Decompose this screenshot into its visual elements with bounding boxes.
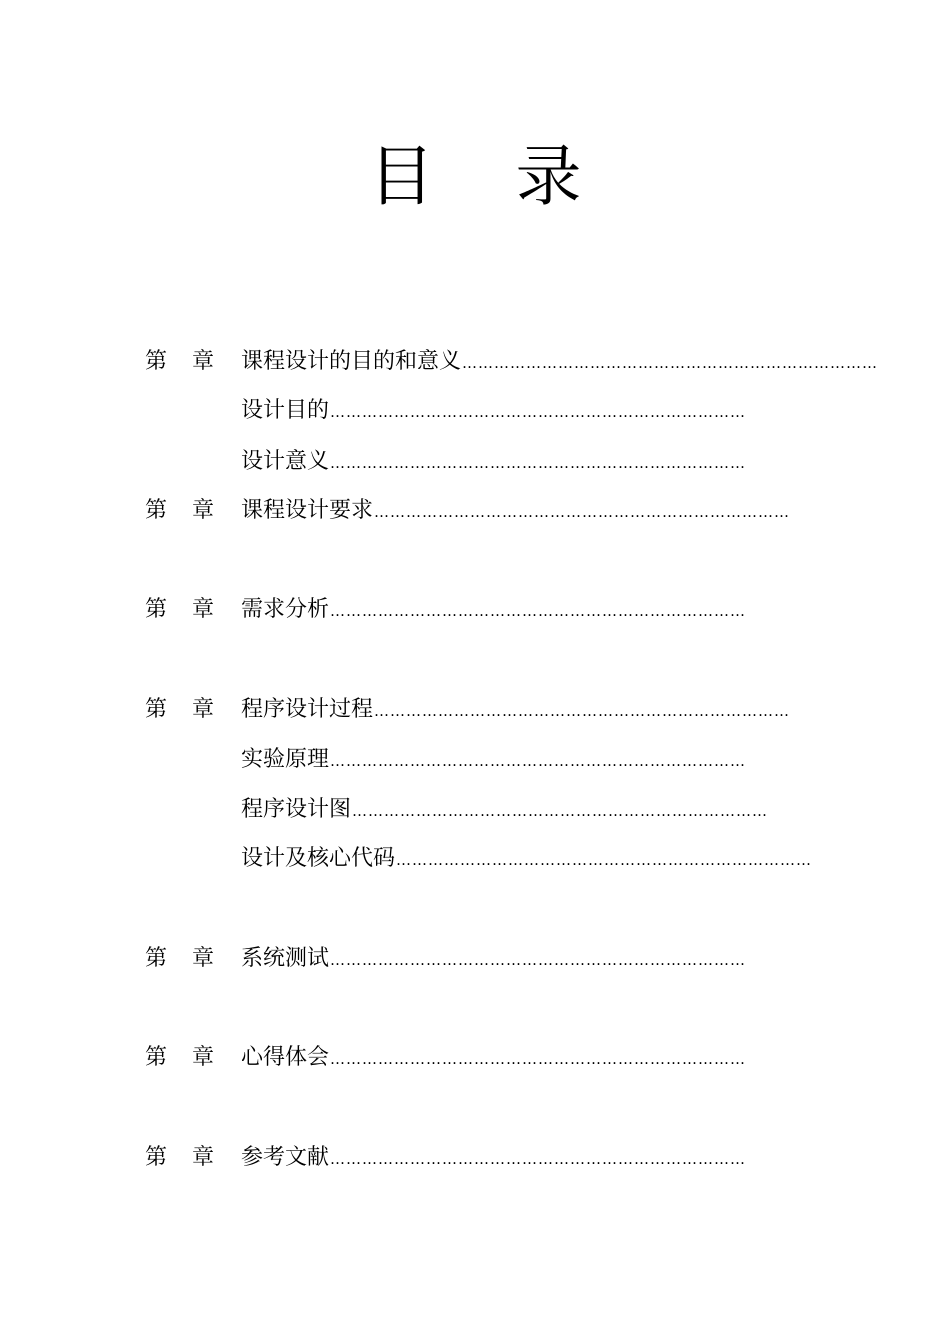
toc-entry-body — [241, 1142, 767, 1175]
toc-entry-body — [241, 794, 791, 827]
toc-entry-body — [241, 1042, 767, 1075]
chapter-prefix: 第 — [145, 597, 168, 622]
dot-leader: …………………………………………………………………… — [330, 1050, 747, 1068]
toc-entry-title: 系统测试 — [241, 946, 330, 971]
page-title: 目 录 — [368, 138, 612, 215]
toc-entry-title: 实验原理 — [241, 747, 330, 772]
chapter-prefix: 第 — [145, 697, 168, 722]
toc-entry-title: 设计目的 — [241, 398, 330, 423]
chapter-prefix: 第 — [145, 349, 168, 374]
toc-entry-title: 程序设计过程 — [241, 697, 374, 722]
toc-entry-title: 设计及核心代码 — [241, 846, 396, 871]
chapter-prefix: 第 — [145, 1045, 168, 1070]
dot-leader: …………………………………………………………………… — [396, 851, 813, 869]
chapter-prefix: 第 — [145, 1145, 168, 1170]
chapter-suffix: 章 — [192, 498, 215, 523]
dot-leader: …………………………………………………………………… — [330, 454, 747, 472]
dot-leader: …………………………………………………………………… — [330, 1150, 747, 1168]
chapter-suffix: 章 — [192, 349, 215, 374]
chapter-suffix: 章 — [192, 1145, 215, 1170]
toc-entry-body — [241, 594, 791, 627]
dot-leader: …………………………………………………………………… — [462, 354, 879, 372]
chapter-prefix: 第 — [145, 946, 168, 971]
dot-leader: …………………………………………………………………… — [330, 403, 747, 421]
toc-entry-title: 课程设计的目的和意义 — [241, 349, 462, 374]
dot-leader: …………………………………………………………………… — [374, 702, 791, 720]
toc-entry-title: 课程设计要求 — [241, 498, 374, 523]
chapter-suffix: 章 — [192, 597, 215, 622]
toc-entry-title: 需求分析 — [241, 597, 330, 622]
toc-entry-title: 参考文献 — [241, 1145, 330, 1170]
dot-leader: …………………………………………………………………… — [330, 752, 747, 770]
dot-leader: …………………………………………………………………… — [330, 951, 747, 969]
toc-entry-body — [241, 843, 813, 876]
toc-entry-title: 程序设计图 — [241, 797, 352, 822]
dot-leader: …………………………………………………………………… — [330, 602, 747, 620]
dot-leader: …………………………………………………………………… — [352, 802, 769, 820]
toc-entry-body — [241, 495, 791, 528]
toc-entry-body — [241, 395, 791, 428]
toc-entry-body — [241, 744, 791, 777]
toc-entry-body — [241, 346, 879, 379]
toc-entry-title: 设计意义 — [241, 449, 330, 474]
chapter-suffix: 章 — [192, 946, 215, 971]
toc-entry-title: 心得体会 — [241, 1045, 330, 1070]
dot-leader: …………………………………………………………………… — [374, 503, 791, 521]
chapter-prefix: 第 — [145, 498, 168, 523]
chapter-suffix: 章 — [192, 697, 215, 722]
toc-entry-body — [241, 943, 767, 976]
chapter-suffix: 章 — [192, 1045, 215, 1070]
toc-entry-body — [241, 694, 791, 727]
toc-entry-body — [241, 446, 791, 479]
